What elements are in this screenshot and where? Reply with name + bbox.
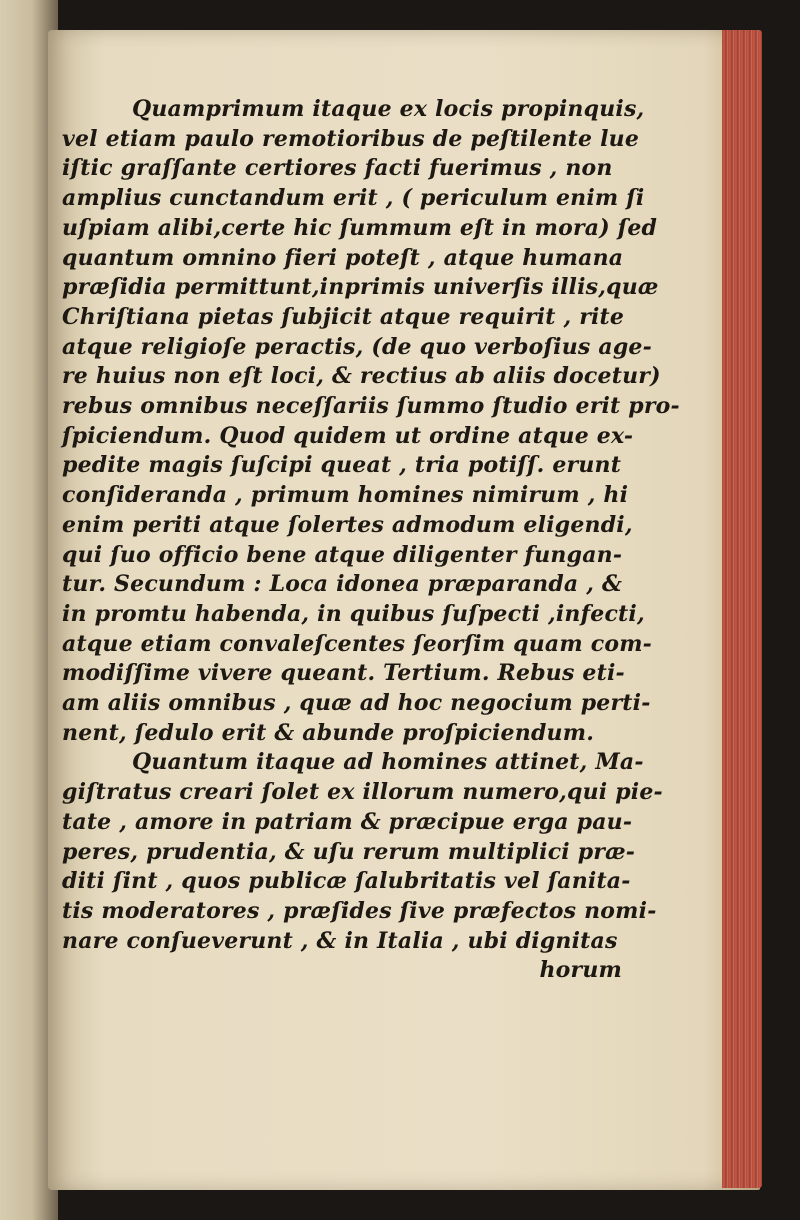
- text-line: atque etiam convaleſcentes ſeorſim quam com-: [62, 630, 653, 657]
- text-line: tur. Secundum : Loca idonea præparanda , &: [62, 571, 623, 598]
- page-edges-red: [722, 30, 762, 1188]
- text-line: rebus omnibus neceſſariis ſummo ſtudio erit pro-: [62, 393, 680, 420]
- text-line: quantum omnino fieri poteſt , atque humana: [62, 244, 624, 271]
- text-line: diti ſint , quos publicæ ſalubritatis vel ſanita-: [62, 868, 631, 895]
- text-line: pedite magis ſuſcipi queat , tria potiſſ. erunt: [62, 452, 622, 479]
- text-line: qui ſuo officio bene atque diligenter fungan-: [62, 541, 623, 568]
- latin-text-block: [62, 95, 680, 986]
- text-line: enim periti atque ſolertes admodum eligendi,: [62, 511, 633, 538]
- text-line: modiſſime vivere queant. Tertium. Rebus eti-: [62, 660, 625, 687]
- text-line: præſidia permittunt,inprimis univerſis illis,quæ: [62, 274, 659, 301]
- catchword: horum: [539, 957, 622, 984]
- text-line: uſpiam alibi,certe hic ſummum eſt in mora) ſed: [62, 214, 658, 241]
- text-line: in promtu habenda, in quibus ſuſpecti ,infecti,: [62, 600, 645, 627]
- text-line: peres, prudentia, & uſu rerum multiplici præ-: [62, 838, 636, 865]
- text-line: nare conſueverunt , & in Italia , ubi dignitas: [62, 927, 618, 954]
- text-line: atque religioſe peractis, (de quo verboſius age-: [62, 333, 652, 360]
- text-line: Quantum itaque ad homines attinet, Ma-: [132, 749, 644, 776]
- text-line: vel etiam paulo remotioribus de peſtilente lue: [62, 125, 640, 152]
- text-line: ſpiciendum. Quod quidem ut ordine atque ex-: [62, 422, 634, 449]
- text-line: Chriſtiana pietas ſubjicit atque requirit , rite: [62, 303, 625, 330]
- text-line: conſideranda , primum homines nimirum , hi: [62, 482, 629, 509]
- text-line: tate , amore in patriam & præcipue erga pau-: [62, 808, 633, 835]
- text-line: re huius non eſt loci, & rectius ab aliis docetur): [62, 363, 661, 390]
- text-line: giſtratus creari ſolet ex illorum numero,qui pie-: [62, 779, 663, 806]
- text-line: Quamprimum itaque ex locis propinquis,: [132, 96, 645, 122]
- text-line: am aliis omnibus , quæ ad hoc negocium perti-: [62, 690, 651, 717]
- text-line: iſtic graſſante certiores facti fuerimus , non: [62, 155, 613, 182]
- text-line: amplius cunctandum erit , ( periculum enim ſi: [62, 185, 645, 212]
- text-line: tis moderatores , præſides ſive præfectos nomi-: [62, 897, 657, 924]
- text-line: nent, ſedulo erit & abunde proſpiciendum.: [62, 719, 595, 746]
